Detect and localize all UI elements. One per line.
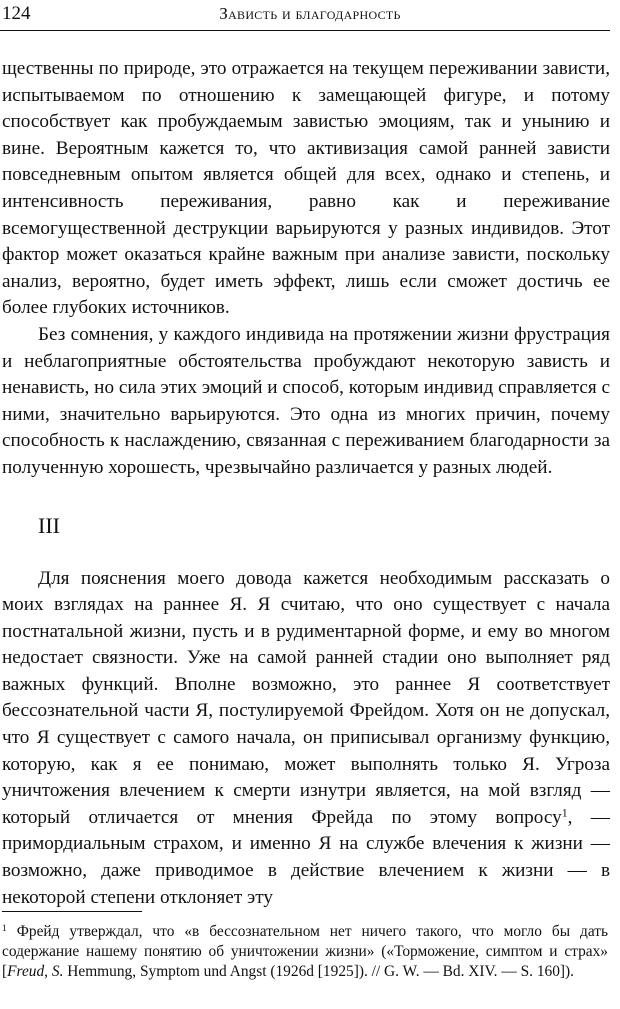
- section-paragraph-text-continued: , — примордиальным страхом, и именно Я на службе влечения к жизни — возможно, даже приводимое в действие влечением к жизни — в некоторой степени отклоняет эту: [2, 806, 610, 908]
- paragraph: Без сомнения, у каждого индивида на протяжении жизни фрустрация и неблагоприятные обстоятельства пробуждают некоторую зависть и ненависть, но сила этих эмоций и способ, которым индивид справляется с ними, значительно варьируются. Это одна из многих причин, почему способность к наслаждению, связанная с переживанием благодарности за полученную хорошесть, чрезвычайно различается у разных людей.: [2, 323, 610, 478]
- running-head: [0, 2, 612, 30]
- paragraph-continued: щественны по природе, это отражается на текущем переживании зависти, испытываемом по отношению к замещающей фигуре, и потому способствует как пробуждаемым завистью эмоциям, так и унынию и вине. Вероятным кажется то, что активизация самой ранней зависти повседневным опытом является общей для всех, однако и степень, и интенсивность переживания, равно как и переживание всемогущественной деструкции варьируются у разных индивидов. Этот фактор может оказаться крайне важным при анализе зависти, поскольку анализ, вероятно, будет иметь эффект, лишь если сможет достичь ее более глубоких источников.: [2, 58, 610, 319]
- footnote-marker: 1: [2, 922, 7, 934]
- footnote-text-end: Hemmung, Symptom und Angst (1926d [1925]). // G. W. — Bd. XIV. — S. 160]).: [63, 963, 575, 980]
- footnote-text: Фрейд утверждал, что «в бессознательном нет ничего такого, что могло бы дать содержание нашему понятию об уничтожении жизни» («Торможение, симптом и страх» [: [2, 923, 608, 980]
- running-title: Зависть и благодарность: [219, 4, 401, 23]
- page-number: 124: [2, 3, 31, 24]
- body-text: [2, 56, 610, 911]
- header-rule: [0, 30, 610, 31]
- footnote-rule: [2, 911, 142, 912]
- section-paragraph-text: Для пояснения моего довода кажется необходимым рассказать о моих взглядах на раннее Я. Я считаю, что оно существует с начала постнатальной жизни, пусть и в рудиментарной форме, и ему во многом недостает связности. Уже на самой ранней стадии оно выполняет ряд важных функций. Вполне возможно, это раннее Я соответствует бессознательной части Я, постулируемой Фрейдом. Хотя он не допускал, что Я существует с самого начала, он приписывал организму функцию, которую, как я ее понимаю, может выполнять только Я. Угроза уничтожения влечением к смерти изнутри является, на мой взгляд — который отличается от мнения Фрейда по этому вопросу: [2, 567, 610, 828]
- footnote-reference[interactable]: 1: [561, 805, 568, 820]
- section-heading: III: [38, 512, 60, 538]
- footnote: [2, 922, 608, 982]
- footnote-author: Freud, S.: [7, 963, 64, 980]
- section-paragraph: [2, 566, 610, 912]
